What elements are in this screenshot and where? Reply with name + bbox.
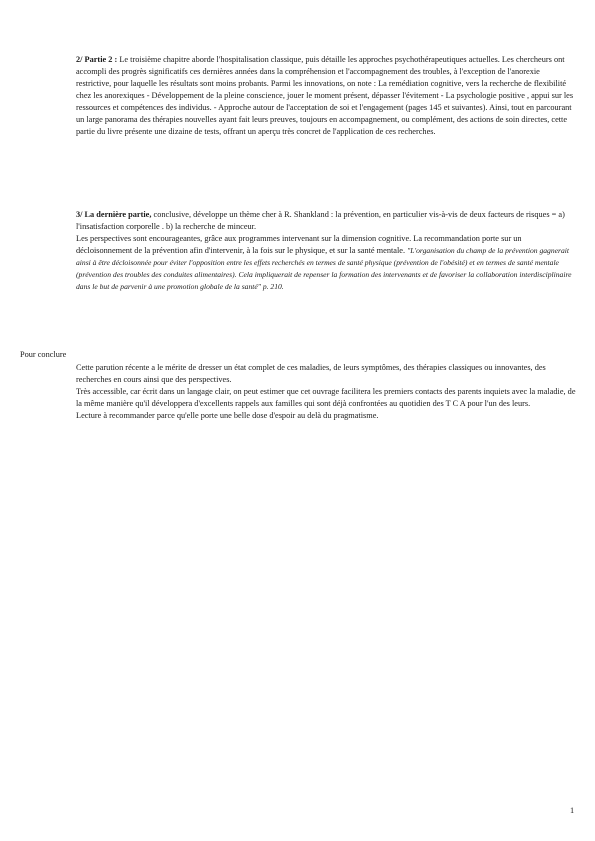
section-heading: 3/ La dernière partie, [76,210,152,219]
paragraph [76,233,576,293]
section-text: Le troisième chapitre aborde l'hospitalisation classique, puis détaille les approches psychothérapeutiques actuelles. Les chercheurs ont accompli des progrès significatifs ces dernières années dans la compréhension et l'accompagnement des troubles, à l'exception de l'anorexie restrictive, pour laquelle les résultats sont moins probants. Parmi les innovations, on note : La remédiation cognitive, vers la recherche de flexibilité chez les anorexiques - Développement de la pleine conscience, jouer le moment présent, dépasser l'évitement - La psychologie positive , appui sur les ressources et compétences des individus. - Approche autour de l'acceptation de soi et l'engagement (pages 145 et suivantes). Ainsi, tout en parcourant un large panorama des thérapies nouvelles ayant fait leurs preuves, toujours en accompagnement, ou complément, des actions de soin directes, cette partie du livre présente une dizaine de tests, offrant un aperçu très concret de l'application de ces recherches. [76,55,574,136]
paragraph: Très accessible, car écrit dans un langage clair, on peut estimer que cet ouvrage facilitera les premiers contacts des parents inquiets avec la maladie, de la même manière qu'il développera d'excellents rappels aux familles qui sont déjà confrontées au quotidien des T C A pour l'un des leurs. [76,387,576,408]
conclusion-heading: Pour conclure [20,350,67,359]
section-text: conclusive, développe un thème cher à R. Shankland : la prévention, en particulier vis-à-vis de deux facteurs de risques = a) l'insatisfaction corporelle . b) la recherche de minceur. [76,210,565,231]
citation: "L'organisation du champ de la prévention gagnerait ainsi à être décloisonnée pour éviter l'opposition entre les effets recherchés en termes de santé physique (prévention de l'obésité) et en termes de santé mentale (prévention des troubles des conduites alimentaires). Cela impliquerait de repenser la formation des intervenants et de favoriser la collaboration interdisciplinaire dans le but de parvenir à une promotion globale de la santé" p. 210. [76,246,572,291]
paragraph: Cette parution récente a le mérite de dresser un état complet de ces maladies, de leurs symptômes, des thérapies classiques ou innovantes, des recherches en cours ainsi que des perspectives. [76,363,546,384]
paragraph [76,209,576,233]
page-number: 1 [570,806,575,815]
section-partie-3 [76,209,576,293]
section-partie-2 [76,54,576,138]
paragraph: Lecture à recommander parce qu'elle porte une belle dose d'espoir au delà du pragmatisme. [76,411,379,420]
section-text: Les perspectives sont encourageantes, grâce aux programmes intervenant sur la dimension cognitive. La recommandation porte sur un décloisonnement de la prévention afin d'intervenir, à la fois sur le physique, et sur la santé mentale. [76,234,522,255]
section-conclusion [76,362,576,422]
section-heading: 2/ Partie 2 : [76,55,118,64]
